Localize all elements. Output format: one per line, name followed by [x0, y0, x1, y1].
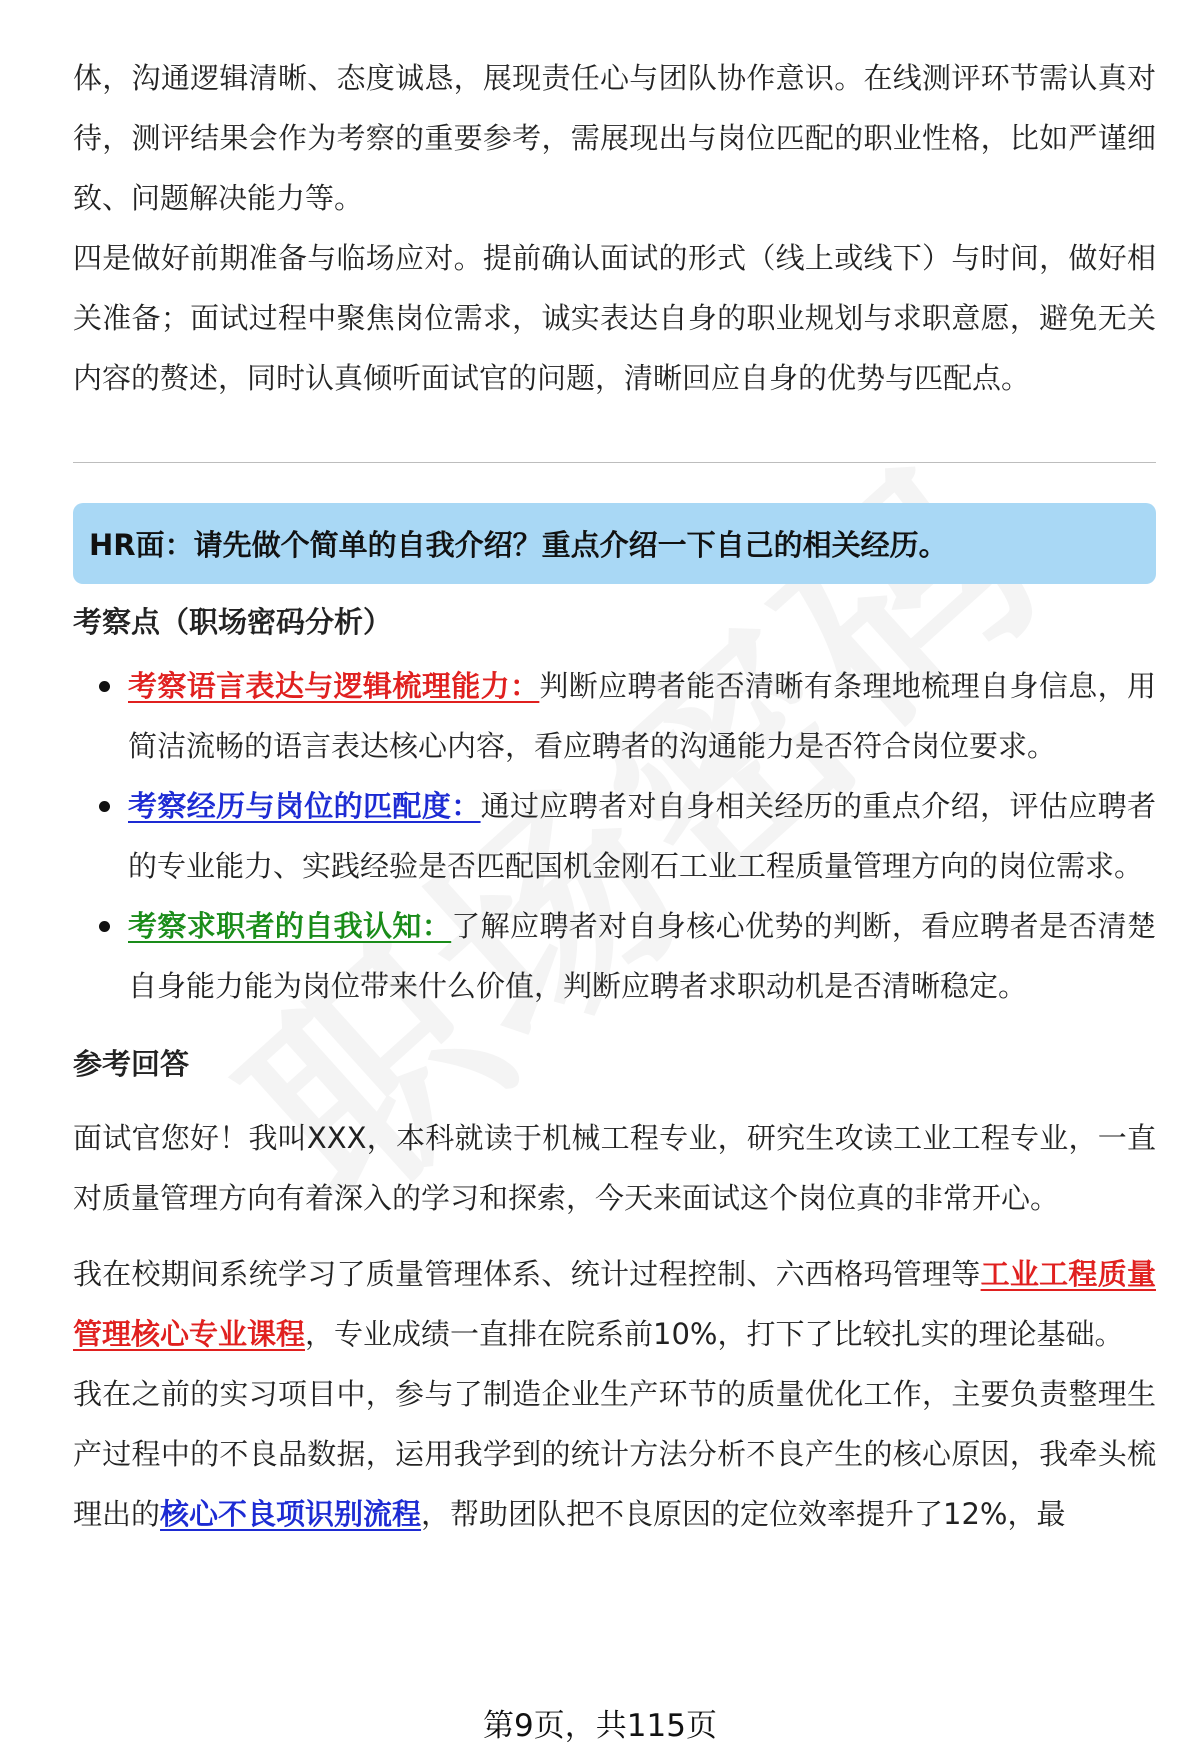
assessment-text: 判断应聘者能否清晰有条理地梳理自身信息，用简洁流畅的语言表达核心内容，看应聘者的沟通能力是否符合岗位要求。 — [128, 669, 1156, 763]
reference-title: 参考回答 — [73, 1047, 190, 1081]
bullet-icon — [99, 921, 110, 932]
paragraph-gap — [73, 1228, 1156, 1244]
reference-paragraph-3 — [73, 1364, 1156, 1544]
reference-paragraph-1: 面试官您好！我叫XXX，本科就读于机械工程专业，研究生攻读工业工程专业，一直对质量管理方向有着深入的学习和探索，今天来面试这个岗位真的非常开心。 — [73, 1121, 1156, 1215]
assessment-keyword: 考察求职者的自我认知： — [128, 909, 452, 943]
assessment-item-2 — [73, 776, 1156, 896]
reference-keyword: 工业工程质量管理核心专业课程 — [73, 1257, 1156, 1351]
reference-text: ，帮助团队把不良原因的定位效率提升了12%，最 — [421, 1497, 1066, 1531]
bullet-icon — [99, 681, 110, 692]
assessment-text: 了解应聘者对自身核心优势的判断，看应聘者是否清楚自身能力能为岗位带来什么价值，判断应聘者求职动机是否清晰稳定。 — [128, 909, 1156, 1003]
question-text: HR面：请先做个简单的自我介绍？重点介绍一下自己的相关经历。 — [89, 528, 948, 562]
bullet-icon — [99, 801, 110, 812]
reference-text: 我在校期间系统学习了质量管理体系、统计过程控制、六西格玛管理等 — [73, 1257, 981, 1291]
assessment-keyword: 考察语言表达与逻辑梳理能力： — [128, 669, 540, 703]
assessment-keyword: 考察经历与岗位的匹配度： — [128, 789, 481, 823]
reference-paragraph-2 — [73, 1244, 1156, 1364]
intro-paragraph-2: 四是做好前期准备与临场应对。提前确认面试的形式（线上或线下）与时间，做好相关准备；面试过程中聚焦岗位需求，诚实表达自身的职业规划与求职意愿，避免无关内容的赘述，同时认真倾听面试官的问题，清晰回应自身的优势与匹配点。 — [73, 241, 1156, 395]
document-page — [73, 48, 1156, 1544]
reference-text: ，专业成绩一直排在院系前10%，打下了比较扎实的理论基础。 — [305, 1317, 1124, 1351]
page-number: 第9页，共115页 — [483, 1708, 717, 1744]
assessment-list — [73, 656, 1156, 1016]
question-box — [73, 503, 1156, 584]
reference-text: 我在之前的实习项目中，参与了制造企业生产环节的质量优化工作，主要负责整理生产过程中的不良品数据，运用我学到的统计方法分析不良产生的核心原因，我牵头梳理出的 — [73, 1377, 1156, 1531]
section-divider — [73, 462, 1156, 463]
assessment-item-1 — [73, 656, 1156, 776]
assessment-text: 通过应聘者对自身相关经历的重点介绍，评估应聘者的专业能力、实践经验是否匹配国机金刚石工业工程质量管理方向的岗位需求。 — [128, 789, 1156, 883]
intro-paragraph-1: 体，沟通逻辑清晰、态度诚恳，展现责任心与团队协作意识。在线测评环节需认真对待，测评结果会作为考察的重要参考，需展现出与岗位匹配的职业性格，比如严谨细致、问题解决能力等。 — [73, 61, 1156, 215]
assessment-title: 考察点（职场密码分析） — [73, 605, 393, 639]
assessment-item-3 — [73, 896, 1156, 1016]
reference-keyword: 核心不良项识别流程 — [160, 1497, 422, 1531]
